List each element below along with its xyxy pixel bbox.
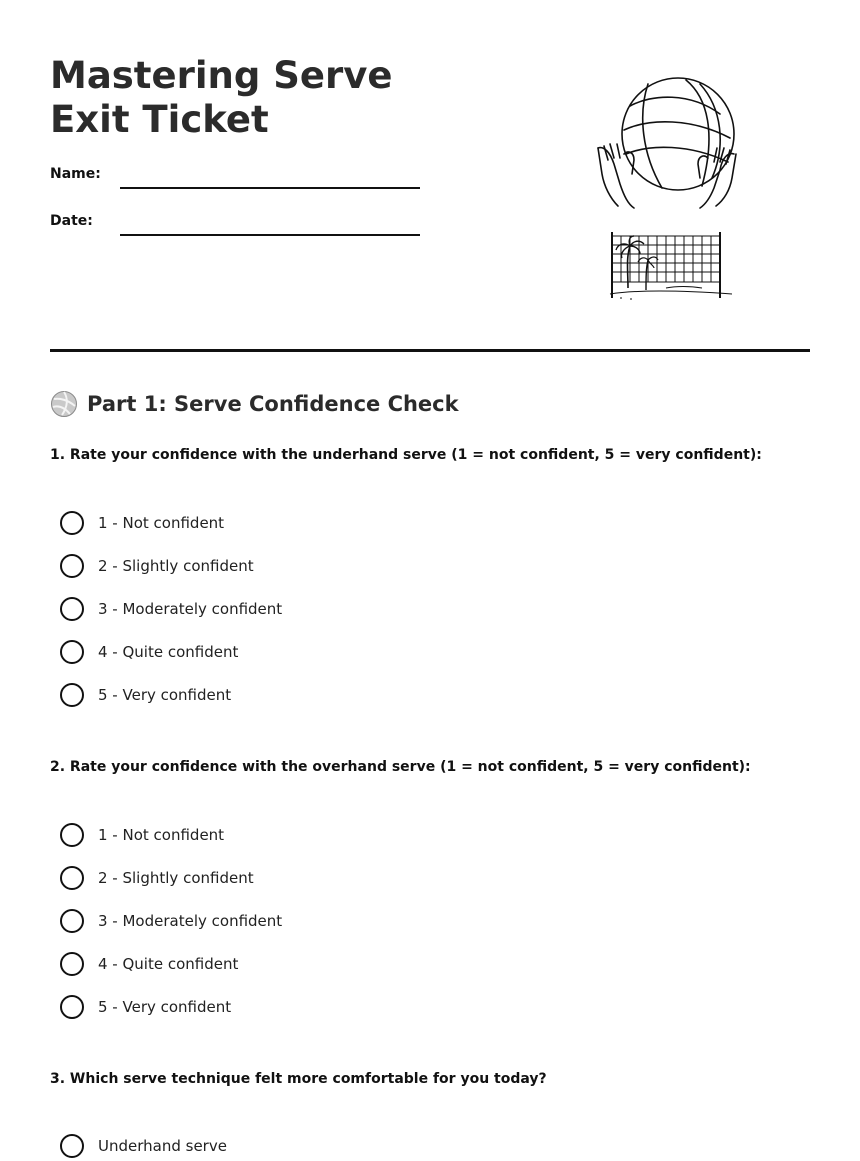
- option-label: Underhand serve: [98, 1137, 227, 1155]
- radio-button[interactable]: [60, 823, 84, 847]
- radio-button[interactable]: [60, 866, 84, 890]
- radio-button[interactable]: [60, 597, 84, 621]
- radio-button[interactable]: [60, 554, 84, 578]
- q1-option-1[interactable]: [60, 511, 460, 537]
- radio-button[interactable]: [60, 640, 84, 664]
- date-line[interactable]: [120, 234, 420, 236]
- name-field[interactable]: [50, 164, 430, 194]
- option-label: 4 - Quite confident: [98, 643, 239, 661]
- q1-option-4[interactable]: [60, 640, 460, 666]
- q1-option-5[interactable]: [60, 683, 460, 709]
- radio-button[interactable]: [60, 1134, 84, 1158]
- q1-option-2[interactable]: [60, 554, 460, 580]
- date-label: Date:: [50, 213, 93, 229]
- section-title-part-1: [50, 388, 459, 420]
- q2-option-5[interactable]: [60, 995, 460, 1021]
- option-label: 5 - Very confident: [98, 998, 232, 1016]
- radio-button[interactable]: [60, 952, 84, 976]
- option-label: 2 - Slightly confident: [98, 869, 254, 887]
- radio-button[interactable]: [60, 511, 84, 535]
- q1-option-3[interactable]: [60, 597, 460, 623]
- date-field[interactable]: [50, 211, 430, 241]
- q2-option-4[interactable]: [60, 952, 460, 978]
- radio-button[interactable]: [60, 683, 84, 707]
- option-label: 4 - Quite confident: [98, 955, 239, 973]
- section-title-text: Part 1: Serve Confidence Check: [87, 392, 459, 416]
- radio-button[interactable]: [60, 909, 84, 933]
- radio-button[interactable]: [60, 995, 84, 1019]
- volleyball-hands-icon: [590, 74, 742, 216]
- option-label: 2 - Slightly confident: [98, 557, 254, 575]
- q3-option-1[interactable]: [60, 1134, 460, 1160]
- name-line[interactable]: [120, 187, 420, 189]
- option-label: 1 - Not confident: [98, 514, 225, 532]
- q2-option-2[interactable]: [60, 866, 460, 892]
- q2-option-1[interactable]: [60, 823, 460, 849]
- question-3: 3. Which serve technique felt more comfortable for you today?: [50, 1071, 547, 1087]
- option-label: 3 - Moderately confident: [98, 912, 283, 930]
- volleyball-icon: [50, 390, 78, 418]
- option-label: 5 - Very confident: [98, 686, 232, 704]
- question-2: 2. Rate your confidence with the overhand serve (1 = not confident, 5 = very confident):: [50, 759, 751, 775]
- beach-volleyball-net-icon: [606, 228, 736, 300]
- option-label: 3 - Moderately confident: [98, 600, 283, 618]
- header-divider: [50, 349, 810, 352]
- q2-option-3[interactable]: [60, 909, 460, 935]
- page-title: Mastering Serve Exit Ticket: [50, 54, 393, 141]
- question-1: 1. Rate your confidence with the underhand serve (1 = not confident, 5 = very confident):: [50, 447, 762, 463]
- option-label: 1 - Not confident: [98, 826, 225, 844]
- name-label: Name:: [50, 166, 101, 182]
